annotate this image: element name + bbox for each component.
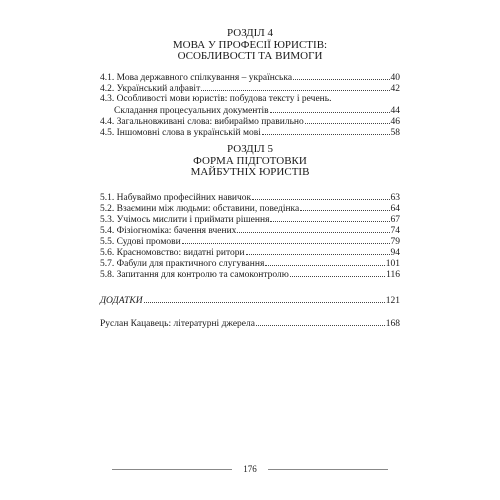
page-ref: 79: [390, 237, 400, 247]
page-ref: 94: [390, 248, 400, 258]
toc-entry[interactable]: 5.4. Фізіогноміка: бачення вчених 74: [100, 226, 400, 236]
dot-leader: [246, 247, 390, 255]
page-ref: 74: [390, 226, 400, 236]
section-5-heading: [100, 144, 400, 179]
toc-entry[interactable]: 5.6. Красномовство: видатні ритори 94: [100, 248, 400, 258]
section-4-title-line2: ОСОБЛИВОСТІ ТА ВИМОГИ: [177, 50, 323, 62]
page-ref: 121: [385, 296, 400, 306]
page-ref: 40: [390, 73, 400, 83]
section-5-title-line1: ФОРМА ПІДГОТОВКИ: [193, 154, 307, 167]
dot-leader: [270, 105, 390, 113]
footer-rule-right: [268, 469, 388, 470]
section-5-entries: [100, 192, 400, 280]
toc-entry[interactable]: 4.5. Іншомовні слова в українській мові 58: [100, 128, 400, 138]
page-ref: 63: [390, 193, 400, 203]
dot-leader: [305, 116, 390, 124]
page-ref: 64: [390, 204, 400, 214]
section-4-heading: [100, 28, 400, 63]
references-section: [100, 318, 400, 329]
toc-entry[interactable]: 4.1. Мова державного спілкування – українська 40: [100, 73, 400, 83]
toc-entry[interactable]: 5.2. Взаємини між людьми: обставини, поведінка 64: [100, 204, 400, 214]
dot-leader: [237, 225, 389, 233]
toc-entry[interactable]: 5.7. Фабули для практичного слугування 101: [100, 259, 400, 269]
toc-entry[interactable]: 4.4. Загальновживані слова: вибираймо правильно 46: [100, 117, 400, 127]
toc-entry[interactable]: 5.3. Учімось мислити і приймати рішення 67: [100, 215, 400, 225]
dot-leader: [270, 214, 389, 222]
page-ref: 46: [390, 117, 400, 127]
toc-entry[interactable]: 4.2. Український алфавіт 42: [100, 84, 400, 94]
dot-leader: [256, 318, 385, 326]
page-ref: 58: [390, 128, 400, 138]
dot-leader: [262, 127, 390, 135]
footer-rule-left: [112, 469, 232, 470]
section-4-title-line1: МОВА У ПРОФЕСІЇ ЮРИСТІВ:: [172, 38, 328, 51]
dot-leader: [290, 269, 385, 277]
dot-leader: [300, 203, 389, 211]
page-ref: 67: [390, 215, 400, 225]
dot-leader: [252, 192, 389, 200]
toc-entry-references[interactable]: Руслан Кацавець: літературні джерела 168: [100, 319, 400, 329]
toc-entry[interactable]: 5.1. Набуваймо професійних навичок 63: [100, 193, 400, 203]
page-ref: 42: [390, 84, 400, 94]
toc-entry[interactable]: Складання процесуальних документів 44: [114, 106, 400, 116]
dot-leader: [293, 72, 389, 80]
toc-entry-appendix[interactable]: ДОДАТКИ 121: [100, 296, 400, 306]
dot-leader: [265, 258, 384, 266]
dot-leader: [182, 236, 390, 244]
section-5-title-line2: МАЙБУТНІХ ЮРИСТІВ: [190, 166, 310, 178]
section-5-number: РОЗДІЛ 5: [227, 143, 273, 155]
section-4-entries: [100, 72, 400, 138]
page-ref: 168: [385, 319, 400, 329]
section-4-number: РОЗДІЛ 4: [227, 27, 273, 39]
toc-entry[interactable]: 4.3. Особливості мови юристів: побудова тексту і речень.: [100, 94, 332, 104]
page-number: 176: [243, 464, 257, 474]
dot-leader: [201, 83, 389, 91]
page-ref: 116: [386, 270, 400, 280]
appendix-section: [100, 295, 400, 306]
page-ref: 101: [385, 259, 400, 269]
toc-entry[interactable]: 5.5. Судові промови 79: [100, 237, 400, 247]
toc-entry[interactable]: 5.8. Запитання для контролю та самоконтролю 116: [100, 270, 400, 280]
dot-leader: [144, 295, 385, 303]
page-ref: 44: [390, 106, 400, 116]
